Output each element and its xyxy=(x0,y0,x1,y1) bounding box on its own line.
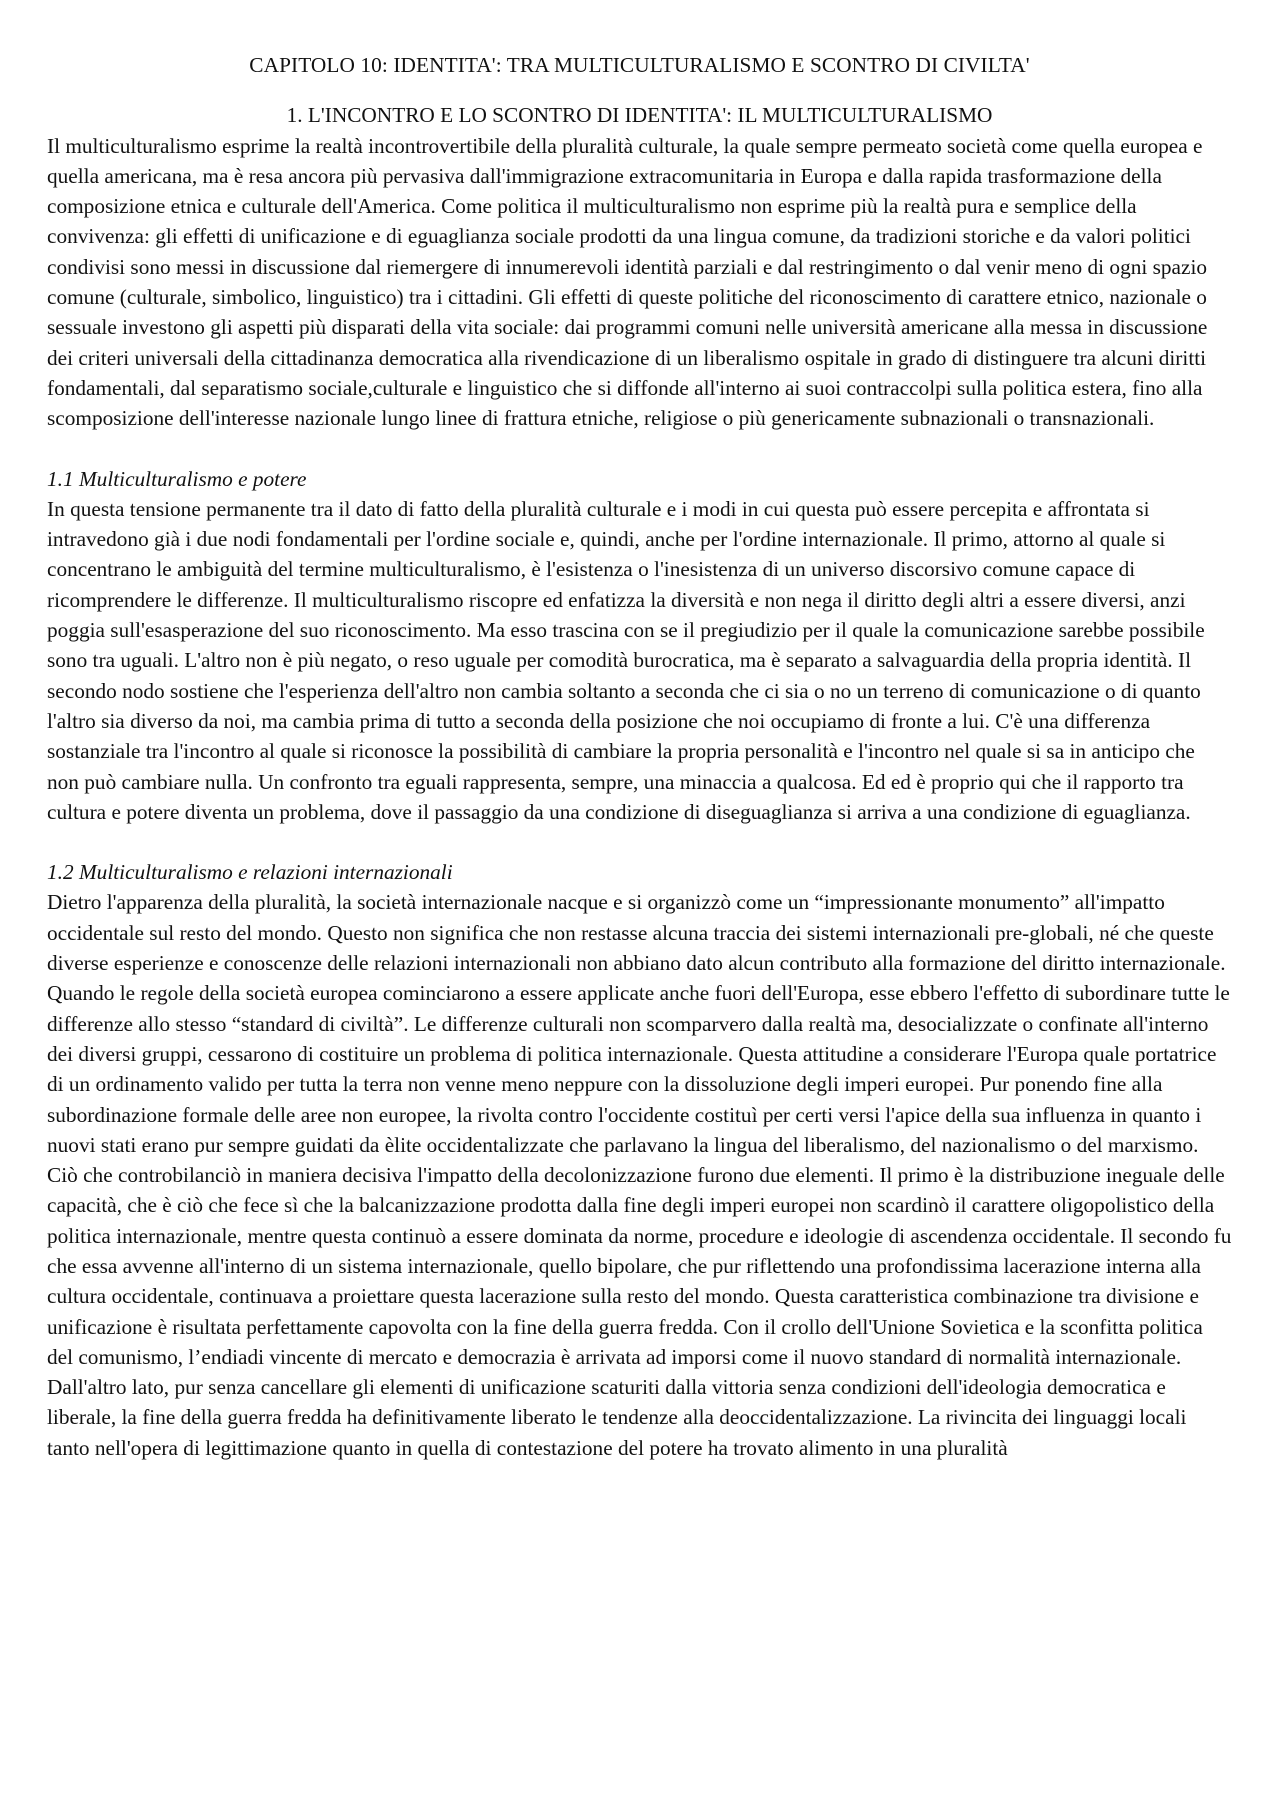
document-page xyxy=(47,50,1232,1463)
subsection-paragraph-international-relations: Dietro l'apparenza della pluralità, la società internazionale nacque e si organizzò come un “impressionante monumento” all'impatto occidentale sul resto del mondo. Questo non significa che non restasse alcuna traccia dei sistemi internazionali pre-globali, né che queste diverse esperienze e conoscenze delle relazioni internazionali non abbiano dato alcun contributo alla formazione del diritto internazionale. Quando le regole della società europea cominciarono a essere applicate anche fuori dell'Europa, esse ebbero l'effetto di subordinare tutte le differenze allo stesso “standard di civiltà”. Le differenze culturali non scomparvero dalla realtà ma, desocializzate o confinate all'interno dei diversi gruppi, cessarono di costituire un problema di politica internazionale. Questa attitudine a considerare l'Europa quale portatrice di un ordinamento valido per tutta la terra non venne meno neppure con la dissoluzione degli imperi europei. Pur ponendo fine alla subordinazione formale delle aree non europee, la rivolta contro l'occidente costituì per certi versi l'apice della sua influenza in quanto i nuovi stati erano pur sempre guidati da èlite occidentalizzate che parlavano la lingua del liberalismo, del nazionalismo o del marxismo. Ciò che controbilanciò in maniera decisiva l'impatto della decolonizzazione furono due elementi. Il primo è la distribuzione ineguale delle capacità, che è ciò che fece sì che la balcanizzazione prodotta dalla fine degli imperi europei non scardinò il carattere oligopolistico della politica internazionale, mentre questa continuò a essere dominata da norme, procedure e ideologie di ascendenza occidentale. Il secondo fu che essa avvenne all'interno di un sistema internazionale, quello bipolare, che pur riflettendo una profondissima lacerazione interna alla cultura occidentale, continuava a proiettare questa lacerazione sulla resto del mondo. Questa caratteristica combinazione tra divisione e unificazione è risultata perfettamente capovolta con la fine della guerra fredda. Con il crollo dell'Unione Sovietica e la sconfitta politica del comunismo, l’endiadi vincente di mercato e democrazia è arrivata ad imporsi come il nuovo standard di normalità internazionale. Dall'altro lato, pur senza cancellare gli elementi di unificazione scaturiti dalla vittoria senza condizioni dell'ideologia democratica e liberale, la fine della guerra fredda ha definitivamente liberato le tendenze alla deoccidentalizzazione. La rivincita dei linguaggi locali tanto nell'opera di legittimazione quanto in quella di contestazione del potere ha trovato alimento in una pluralità xyxy=(47,890,1232,1460)
section-title: 1. L'INCONTRO E LO SCONTRO DI IDENTITA': IL MULTICULTURALISMO xyxy=(286,103,993,128)
subsection-heading-international-relations: 1.2 Multiculturalismo e relazioni internazionali xyxy=(47,860,453,885)
subsection-heading-power: 1.1 Multiculturalismo e potere xyxy=(47,466,307,491)
chapter-title: CAPITOLO 10: IDENTITA': TRA MULTICULTURALISMO E SCONTRO DI CIVILTA' xyxy=(249,53,1030,77)
subsection-paragraph-power: In questa tensione permanente tra il dato di fatto della pluralità culturale e i modi in cui questa può essere percepita e affrontata si intravedono già i due nodi fondamentali per l'ordine sociale e, quindi, anche per l'ordine internazionale. Il primo, attorno al quale si concentrano le ambiguità del termine multiculturalismo, è l'esistenza o l'inesistenza di un universo discorsivo comune capace di ricomprendere le differenze. Il multiculturalismo riscopre ed enfatizza la diversità e non nega il diritto degli altri a essere diversi, anzi poggia sull'esasperazione del suo riconoscimento. Ma esso trascina con se il pregiudizio per il quale la comunicazione sarebbe possibile sono tra uguali. L'altro non è più negato, o reso uguale per comodità burocratica, ma è separato a salvaguardia della propria identità. Il secondo nodo sostiene che l'esperienza dell'altro non cambia soltanto a seconda che ci sia o no un terreno di comunicazione o di quanto l'altro sia diverso da noi, ma cambia prima di tutto a seconda della posizione che noi occupiamo di fronte a lui. C'è una differenza sostanziale tra l'incontro al quale si riconosce la possibilità di cambiare la propria personalità e l'incontro nel quale si sa in anticipo che non può cambiare nulla. Un confronto tra eguali rappresenta, sempre, una minaccia a qualcosa. Ed ed è proprio qui che il rapporto tra cultura e potere diventa un problema, dove il passaggio da una condizione di diseguaglianza si arriva a una condizione di eguaglianza. xyxy=(47,496,1205,824)
intro-paragraph: Il multiculturalismo esprime la realtà incontrovertibile della pluralità culturale, la quale sempre permeato società come quella europea e quella americana, ma è resa ancora più pervasiva dall'immigrazione extracomunitaria in Europa e dalla rapida trasformazione della composizione etnica e culturale dell'America. Come politica il multiculturalismo non esprime più la realtà pura e semplice della convivenza: gli effetti di unificazione e di eguaglianza sociale prodotti da una lingua comune, da tradizioni storiche e da valori politici condivisi sono messi in discussione dal riemergere di innumerevoli identità parziali e dal restringimento o dal venir meno di ogni spazio comune (culturale, simbolico, linguistico) tra i cittadini. Gli effetti di queste politiche del riconoscimento di carattere etnico, nazionale o sessuale investono gli aspetti più disparati della vita sociale: dai programmi comuni nelle università americane alla messa in discussione dei criteri universali della cittadinanza democratica alla rivendicazione di un liberalismo ospitale in grado di distinguere tra alcuni diritti fondamentali, dal separatismo sociale,culturale e linguistico che si diffonde all'interno ai suoi contraccolpi sulla politica estera, fino alla scomposizione dell'interesse nazionale lungo linee di frattura etniche, religiose o più genericamente subnazionali o transnazionali. xyxy=(47,133,1208,431)
